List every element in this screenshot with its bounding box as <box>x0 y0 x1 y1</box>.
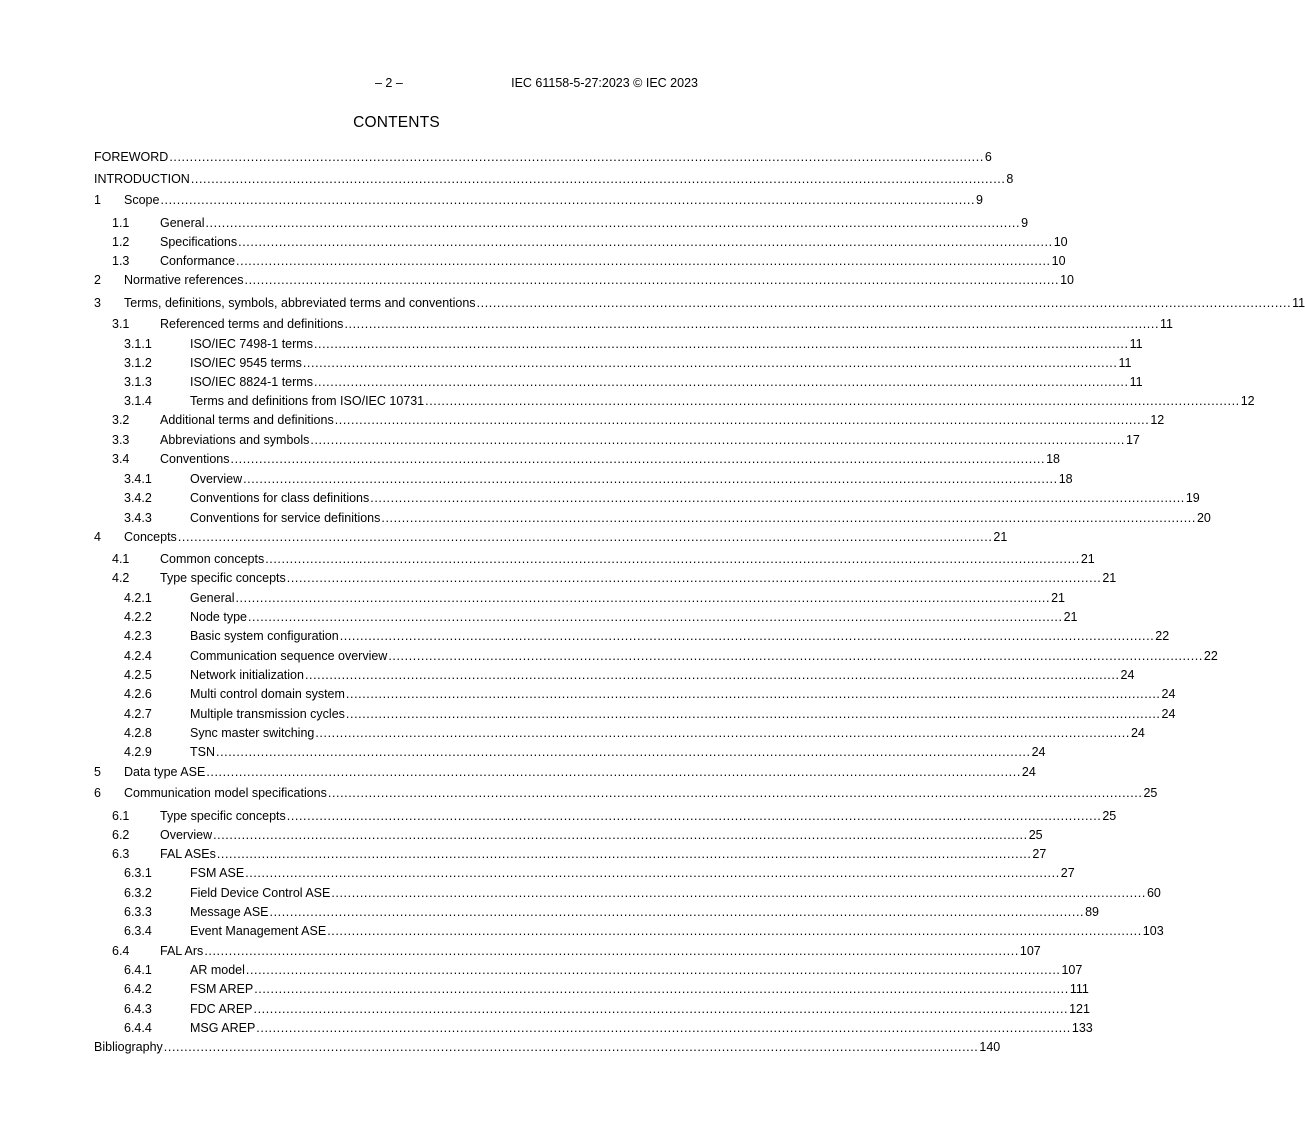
toc-leader-dots: ........................................................................................................................................................................................................ <box>230 452 1046 466</box>
toc-entry-number: 6 <box>94 786 101 800</box>
toc-leader-dots: ........................................................................................................................................................................................................ <box>331 886 1146 900</box>
toc-entry-page: 27 <box>1060 866 1075 880</box>
toc-entry[interactable] <box>94 451 1060 467</box>
toc-entry-page: 18 <box>1046 452 1060 466</box>
toc-entry-page: 103 <box>1142 924 1164 938</box>
toc-entry-page: 21 <box>1102 571 1117 585</box>
toc-entry-title: Scope <box>124 193 160 207</box>
toc-entry-number: 3 <box>94 296 101 310</box>
toc-entry-number: 4.2.7 <box>124 707 152 721</box>
toc-entry-title: Abbreviations and symbols <box>160 433 310 447</box>
toc-entry-page: 22 <box>1203 649 1218 663</box>
toc-entry-number: 2 <box>94 273 101 287</box>
toc-entry-number: 6.3.1 <box>124 866 152 880</box>
toc-entry-title: AR model <box>190 963 245 977</box>
toc-entry[interactable] <box>94 706 1176 722</box>
toc-entry-title: Multiple transmission cycles <box>190 707 345 721</box>
toc-entry-page: 9 <box>976 193 983 207</box>
toc-leader-dots: ........................................................................................................................................................................................................ <box>302 356 1118 370</box>
toc-entry[interactable] <box>94 316 1174 332</box>
toc-leader-dots: ........................................................................................................................................................................................................ <box>339 629 1155 643</box>
toc-entry-title: TSN <box>190 745 215 759</box>
toc-entry-number: 5 <box>94 765 101 779</box>
toc-entry-title: MSG AREP <box>190 1021 256 1035</box>
toc-entry-page: 18 <box>1058 472 1073 486</box>
toc-entry-title: FAL ASEs <box>160 847 216 861</box>
toc-leader-dots: ........................................................................................................................................................................................................ <box>269 905 1085 919</box>
toc-entry-title: Node type <box>190 610 247 624</box>
toc-entry-number: 3.1.3 <box>124 375 152 389</box>
toc-entry-page: 10 <box>1053 235 1068 249</box>
toc-entry[interactable] <box>94 981 1089 997</box>
toc-entry[interactable] <box>94 1001 1090 1017</box>
toc-leader-dots: ........................................................................................................................................................................................................ <box>247 610 1063 624</box>
toc-leader-dots: ........................................................................................................................................................................................................ <box>204 944 1019 958</box>
toc-entry-title: Conventions <box>160 452 230 466</box>
toc-entry-number: 6.3.3 <box>124 905 152 919</box>
toc-entry-page: 111 <box>1069 982 1089 996</box>
toc-entry-number: 6.4.3 <box>124 1002 152 1016</box>
toc-entry-page: 25 <box>1102 809 1117 823</box>
toc-entry-title: General <box>190 591 235 605</box>
toc-entry-title: Communication model specifications <box>124 786 327 800</box>
page-number: – 2 – <box>375 76 403 90</box>
toc-entry-title: FOREWORD <box>94 150 169 164</box>
toc-entry[interactable] <box>94 551 1095 567</box>
toc-entry[interactable] <box>94 923 1164 939</box>
toc-entry-title: Communication sequence overview <box>190 649 388 663</box>
toc-entry-page: 25 <box>1143 786 1158 800</box>
toc-leader-dots: ........................................................................................................................................................................................................ <box>327 786 1143 800</box>
toc-entry-page: 25 <box>1028 828 1043 842</box>
toc-leader-dots: ........................................................................................................................................................................................................ <box>253 1002 1069 1016</box>
toc-entry-number: 4.2.1 <box>124 591 152 605</box>
toc-leader-dots: ........................................................................................................................................................................................................ <box>265 552 1080 566</box>
toc-entry-title: Data type ASE <box>124 765 206 779</box>
toc-entry-title: INTRODUCTION <box>94 172 190 186</box>
toc-entry-page: 22 <box>1155 629 1170 643</box>
toc-entry-page: 89 <box>1085 905 1100 919</box>
toc-entry-number: 3.1 <box>112 317 130 331</box>
toc-entry-title: Event Management ASE <box>190 924 327 938</box>
toc-entry[interactable] <box>94 393 1255 409</box>
toc-entry-page: 10 <box>1060 273 1074 287</box>
toc-leader-dots: ........................................................................................................................................................................................................ <box>177 530 993 544</box>
toc-entry[interactable] <box>94 295 1305 311</box>
toc-entry-page: 20 <box>1196 511 1211 525</box>
toc-leader-dots: ........................................................................................................................................................................................................ <box>313 337 1129 351</box>
toc-entry[interactable] <box>94 374 1143 390</box>
toc-entry[interactable] <box>94 171 1014 187</box>
toc-entry-number: 3.3 <box>112 433 130 447</box>
toc-entry-title: ISO/IEC 9545 terms <box>190 356 302 370</box>
toc-entry-number: 4.2.9 <box>124 745 152 759</box>
toc-entry[interactable] <box>94 234 1068 250</box>
toc-entry-page: 17 <box>1125 433 1140 447</box>
toc-entry[interactable] <box>94 686 1176 702</box>
toc-entry-title: Conventions for class definitions <box>190 491 370 505</box>
toc-leader-dots: ........................................................................................................................................................................................................ <box>476 296 1292 310</box>
toc-entry-page: 24 <box>1161 687 1176 701</box>
toc-entry-number: 6.4.2 <box>124 982 152 996</box>
toc-entry-number: 1.1 <box>112 216 130 230</box>
toc-entry-title: FAL Ars <box>160 944 204 958</box>
toc-entry-number: 3.4.1 <box>124 472 152 486</box>
toc-entry-title: Conventions for service definitions <box>190 511 381 525</box>
toc-entry-title: Type specific concepts <box>160 571 286 585</box>
toc-leader-dots: ........................................................................................................................................................................................................ <box>163 1040 979 1054</box>
toc-entry-number: 1.2 <box>112 235 130 249</box>
toc-entry[interactable] <box>94 336 1143 352</box>
toc-entry[interactable] <box>94 529 1008 545</box>
toc-entry-page: 60 <box>1146 886 1161 900</box>
toc-entry-number: 3.4.3 <box>124 511 152 525</box>
toc-entry-number: 4.2.2 <box>124 610 152 624</box>
toc-leader-dots: ........................................................................................................................................................................................................ <box>160 193 976 207</box>
toc-leader-dots: ........................................................................................................................................................................................................ <box>254 982 1069 996</box>
toc-leader-dots: ........................................................................................................................................................................................................ <box>206 765 1021 779</box>
toc-entry-title: ISO/IEC 7498-1 terms <box>190 337 313 351</box>
toc-entry-page: 24 <box>1161 707 1176 721</box>
page-title: CONTENTS <box>353 114 440 131</box>
toc-entry-page: 140 <box>979 1040 1001 1054</box>
toc-entry-title: Normative references <box>124 273 244 287</box>
toc-entry[interactable] <box>94 827 1043 843</box>
toc-entry-title: Sync master switching <box>190 726 315 740</box>
toc-entry-page: 11 <box>1160 317 1174 331</box>
toc-leader-dots: ........................................................................................................................................................................................................ <box>388 649 1203 663</box>
toc-entry-number: 3.2 <box>112 413 130 427</box>
toc-entry-number: 4.2.8 <box>124 726 152 740</box>
toc-leader-dots: ........................................................................................................................................................................................................ <box>381 511 1196 525</box>
toc-entry-page: 11 <box>1129 375 1143 389</box>
toc-entry[interactable] <box>94 628 1170 644</box>
toc-entry-page: 21 <box>1063 610 1078 624</box>
toc-entry-number: 6.2 <box>112 828 130 842</box>
toc-entry-title: Referenced terms and definitions <box>160 317 344 331</box>
toc-leader-dots: ........................................................................................................................................................................................................ <box>245 866 1060 880</box>
toc-entry-page: 24 <box>1130 726 1145 740</box>
toc-entry-title: Field Device Control ASE <box>190 886 331 900</box>
toc-entry-number: 6.4 <box>112 944 130 958</box>
toc-entry-page: 21 <box>993 530 1008 544</box>
toc-entry-number: 6.4.4 <box>124 1021 152 1035</box>
toc-entry-number: 4.1 <box>112 552 130 566</box>
toc-leader-dots: ........................................................................................................................................................................................................ <box>256 1021 1071 1035</box>
toc-entry-number: 4.2 <box>112 571 130 585</box>
toc-entry-page: 24 <box>1031 745 1046 759</box>
toc-entry-number: 1.3 <box>112 254 130 268</box>
toc-entry[interactable] <box>94 192 983 208</box>
toc-entry-page: 12 <box>1150 413 1165 427</box>
toc-entry-title: General <box>160 216 205 230</box>
page-header <box>94 76 698 92</box>
toc-leader-dots: ........................................................................................................................................................................................................ <box>235 591 1051 605</box>
toc-entry-page: 27 <box>1032 847 1047 861</box>
toc-entry[interactable] <box>94 1020 1093 1036</box>
toc-entry[interactable] <box>94 471 1073 487</box>
toc-leader-dots: ........................................................................................................................................................................................................ <box>169 150 984 164</box>
toc-entry[interactable] <box>94 648 1218 664</box>
toc-leader-dots: ........................................................................................................................................................................................................ <box>245 963 1061 977</box>
toc-entry[interactable] <box>94 846 1047 862</box>
toc-entry-page: 107 <box>1061 963 1083 977</box>
toc-entry-title: ISO/IEC 8824-1 terms <box>190 375 313 389</box>
toc-entry[interactable] <box>94 609 1078 625</box>
toc-leader-dots: ........................................................................................................................................................................................................ <box>213 828 1028 842</box>
toc-entry[interactable] <box>94 253 1066 269</box>
toc-entry[interactable] <box>94 149 992 165</box>
toc-entry-number: 3.1.2 <box>124 356 152 370</box>
toc-entry[interactable] <box>94 764 1036 780</box>
toc-entry-number: 6.3.2 <box>124 886 152 900</box>
toc-entry-number: 6.3.4 <box>124 924 152 938</box>
toc-entry-number: 6.4.1 <box>124 963 152 977</box>
toc-entry-title: Network initialization <box>190 668 304 682</box>
toc-leader-dots: ........................................................................................................................................................................................................ <box>345 687 1161 701</box>
toc-entry-number: 6.3 <box>112 847 130 861</box>
toc-entry[interactable] <box>94 570 1117 586</box>
toc-entry-page: 21 <box>1051 591 1065 605</box>
toc-entry-title: Basic system configuration <box>190 629 339 643</box>
toc-leader-dots: ........................................................................................................................................................................................................ <box>304 668 1120 682</box>
toc-leader-dots: ........................................................................................................................................................................................................ <box>370 491 1185 505</box>
toc-entry-number: 3.4 <box>112 452 130 466</box>
toc-leader-dots: ........................................................................................................................................................................................................ <box>344 317 1160 331</box>
toc-entry-page: 11 <box>1129 337 1143 351</box>
toc-entry-page: 121 <box>1069 1002 1090 1016</box>
toc-entry[interactable] <box>94 355 1132 371</box>
toc-entry-title: Terms, definitions, symbols, abbreviated terms and conventions <box>124 296 476 310</box>
toc-leader-dots: ........................................................................................................................................................................................................ <box>216 847 1032 861</box>
toc-entry-page: 12 <box>1240 394 1255 408</box>
toc-entry[interactable] <box>94 510 1211 526</box>
toc-leader-dots: ........................................................................................................................................................................................................ <box>243 472 1058 486</box>
toc-entry-page: 11 <box>1118 356 1132 370</box>
toc-entry[interactable] <box>94 962 1083 978</box>
toc-entry[interactable] <box>94 785 1158 801</box>
toc-entry-title: Additional terms and definitions <box>160 413 334 427</box>
toc-entry-page: 107 <box>1019 944 1041 958</box>
toc-entry-page: 10 <box>1051 254 1066 268</box>
toc-entry-title: FSM ASE <box>190 866 245 880</box>
toc-entry-page: 24 <box>1120 668 1135 682</box>
toc-entry[interactable] <box>94 808 1117 824</box>
toc-entry-number: 3.1.4 <box>124 394 152 408</box>
toc-leader-dots: ........................................................................................................................................................................................................ <box>313 375 1129 389</box>
toc-entry[interactable] <box>94 943 1041 959</box>
toc-entry-title: Terms and definitions from ISO/IEC 10731 <box>190 394 425 408</box>
toc-entry-title: Bibliography <box>94 1040 163 1054</box>
toc-entry-page: 19 <box>1185 491 1200 505</box>
toc-leader-dots: ........................................................................................................................................................................................................ <box>205 216 1021 230</box>
toc-entry-title: FSM AREP <box>190 982 254 996</box>
toc-entry-number: 4 <box>94 530 101 544</box>
toc-entry-number: 6.1 <box>112 809 130 823</box>
toc-leader-dots: ........................................................................................................................................................................................................ <box>236 254 1051 268</box>
toc-entry[interactable] <box>94 667 1135 683</box>
toc-entry-page: 11 <box>1292 296 1305 310</box>
toc-entry-title: Type specific concepts <box>160 809 286 823</box>
toc-entry-page: 6 <box>984 150 992 164</box>
toc-entry-page: 9 <box>1021 216 1029 230</box>
toc-leader-dots: ........................................................................................................................................................................................................ <box>238 235 1053 249</box>
toc-entry[interactable] <box>94 272 1074 288</box>
toc-entry-number: 4.2.3 <box>124 629 152 643</box>
toc-entry-number: 4.2.4 <box>124 649 152 663</box>
toc-entry-title: Concepts <box>124 530 177 544</box>
toc-entry-title: Multi control domain system <box>190 687 345 701</box>
toc-entry[interactable] <box>94 744 1046 760</box>
toc-leader-dots: ........................................................................................................................................................................................................ <box>310 433 1125 447</box>
toc-entry-title: Common concepts <box>160 552 265 566</box>
toc-entry-title: Conformance <box>160 254 236 268</box>
toc-entry-number: 4.2.5 <box>124 668 152 682</box>
toc-entry-number: 3.1.1 <box>124 337 152 351</box>
document-reference: IEC 61158-5-27:2023 © IEC 2023 <box>511 76 698 90</box>
toc-entry[interactable] <box>94 725 1145 741</box>
toc-entry-title: FDC AREP <box>190 1002 253 1016</box>
toc-entry-title: Overview <box>190 472 243 486</box>
toc-leader-dots: ........................................................................................................................................................................................................ <box>315 726 1130 740</box>
toc-leader-dots: ........................................................................................................................................................................................................ <box>216 745 1031 759</box>
toc-leader-dots: ........................................................................................................................................................................................................ <box>286 571 1102 585</box>
toc-entry[interactable] <box>94 904 1100 920</box>
toc-entry-page: 21 <box>1080 552 1095 566</box>
toc-leader-dots: ........................................................................................................................................................................................................ <box>425 394 1240 408</box>
toc-entry[interactable] <box>94 885 1161 901</box>
toc-entry-number: 4.2.6 <box>124 687 152 701</box>
toc-entry-title: Overview <box>160 828 213 842</box>
toc-entry[interactable] <box>94 412 1165 428</box>
toc-leader-dots: ........................................................................................................................................................................................................ <box>244 273 1060 287</box>
toc-leader-dots: ........................................................................................................................................................................................................ <box>286 809 1102 823</box>
toc-entry-number: 3.4.2 <box>124 491 152 505</box>
toc-entry[interactable] <box>94 432 1140 448</box>
toc-entry-title: Specifications <box>160 235 238 249</box>
toc-entry[interactable] <box>94 1039 1001 1055</box>
toc-entry-number: 1 <box>94 193 101 207</box>
toc-entry[interactable] <box>94 865 1075 881</box>
toc-entry[interactable] <box>94 490 1200 506</box>
toc-entry-page: 24 <box>1021 765 1036 779</box>
toc-leader-dots: ........................................................................................................................................................................................................ <box>327 924 1142 938</box>
toc-leader-dots: ........................................................................................................................................................................................................ <box>345 707 1161 721</box>
toc-leader-dots: ........................................................................................................................................................................................................ <box>190 172 1006 186</box>
toc-entry-title: Message ASE <box>190 905 269 919</box>
toc-entry-page: 133 <box>1071 1021 1093 1035</box>
toc-entry[interactable] <box>94 215 1029 231</box>
toc-leader-dots: ........................................................................................................................................................................................................ <box>334 413 1150 427</box>
toc-entry-page: 8 <box>1006 172 1014 186</box>
toc-entry[interactable] <box>94 590 1065 606</box>
